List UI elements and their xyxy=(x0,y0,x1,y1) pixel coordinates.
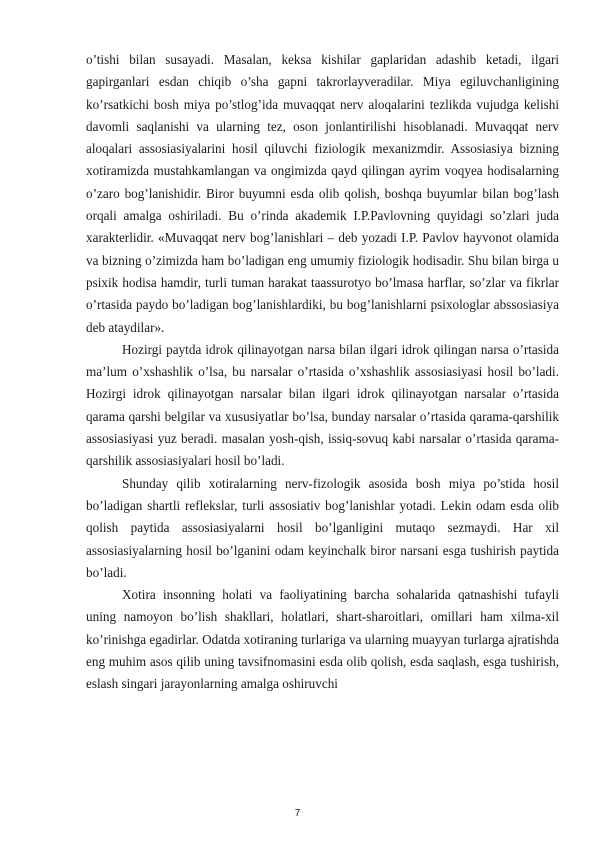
paragraph-memory-forms: Xotira insonning holati va faoliyatining barcha sohalarida qatnashishi tufayli uning namoyon bo’lish shakllari, holatlari, shart-sharoitlari, omillari ham xilma-xil ko’rinishga egadirlar. Odatda xotiraning turlariga va ularning muayyan turlarga ajratishda eng muhim asos qilib uning tavsifnomasini esda olib qolish, esda saqlash, esga tushirish, eslash singari jarayonlarning amalga oshiruvchi xyxy=(86,587,559,692)
paragraph-similarity-association: Hozirgi paytda idrok qilinayotgan narsa bilan ilgari idrok qilingan narsa o’rtasida ma’lum o’xshashlik o’lsa, bu narsalar o’rtasida o’xshashlik assosiasiyasi hosil bo’ladi. Hozirgi idrok qilinayotgan narsalar bilan ilgari idrok qilinayotgan narsalar o’rtasida qarama qarshi belgilar va xususiyatlar bo’lsa, bunday narsalar o’rtasida qarama-qarshilik assosiasiyasi yuz beradi. masalan yosh-qish, issiq-sovuq kabi narsalar o’rtasida qarama-qarshilik assosiasiyalari hosil bo’ladi. xyxy=(86,341,559,469)
paragraph-memory-flexibility: o’tishi bilan susayadi. Masalan, keksa kishilar gaplaridan adashib ketadi, ilgari gapirganlari esdan chiqib o’sha gapni takrorlayveradilar. Miya egiluvchanligining ko’rsatkichi bosh miya po’stlog’ida muvaqqat nerv aloqalarini tezlikda vujudga kelishi davomli saqlanishi va ularning tez, oson jonlantirilishi hisoblanadi. Muvaqqat nerv aloqalari assosiasiyalarini hosil qiluvchi fiziologik mexanizmdir. Assosiasiya bizning xotiramizda mustahkamlangan va ongimizda qayd qilingan ayrim voqyea hodisalarning o’zaro bog’lanishidir. Biror buyumni esda olib qolish, boshqa buyumlar bilan bog’lash orqali amalga oshiriladi. Bu o’rinda akademik I.P.Pavlovning quyidagi so’zlari juda xarakterlidir. «Muvaqqat nerv bog’lanishlari – deb yozadi I.P. Pavlov hayvonot olamida va bizning o’zimizda ham bo’ladigan eng umumiy fiziologik hodisadir. Shu bilan birga u psixik hodisa hamdir, turli tuman harakat taassurotyo bo’lmasa harflar, so’zlar va fikrlar o’rtasida paydo bo’ladigan bog’lanishlardiki, bu bog’lanishlarni psixologlar abssosiasiya deb ataydilar». xyxy=(86,52,559,335)
paragraph-neurophysiological-basis: Shunday qilib xotiralarning nerv-fizologik asosida bosh miya po’stida hosil bo’ladigan shartli reflekslar, turli assosiativ bog’lanishlar yotadi. Lekin odam esda olib qolish paytida assosiasiyalarni hosil bo’lganligini mutaqo sezmaydi. Har xil assosiasiyalarning hosil bo’lganini odam keyinchalk biror narsani esga tushirish paytida bo’ladi. xyxy=(86,475,559,580)
page-number: 7 xyxy=(294,808,301,819)
document-body xyxy=(86,49,559,696)
